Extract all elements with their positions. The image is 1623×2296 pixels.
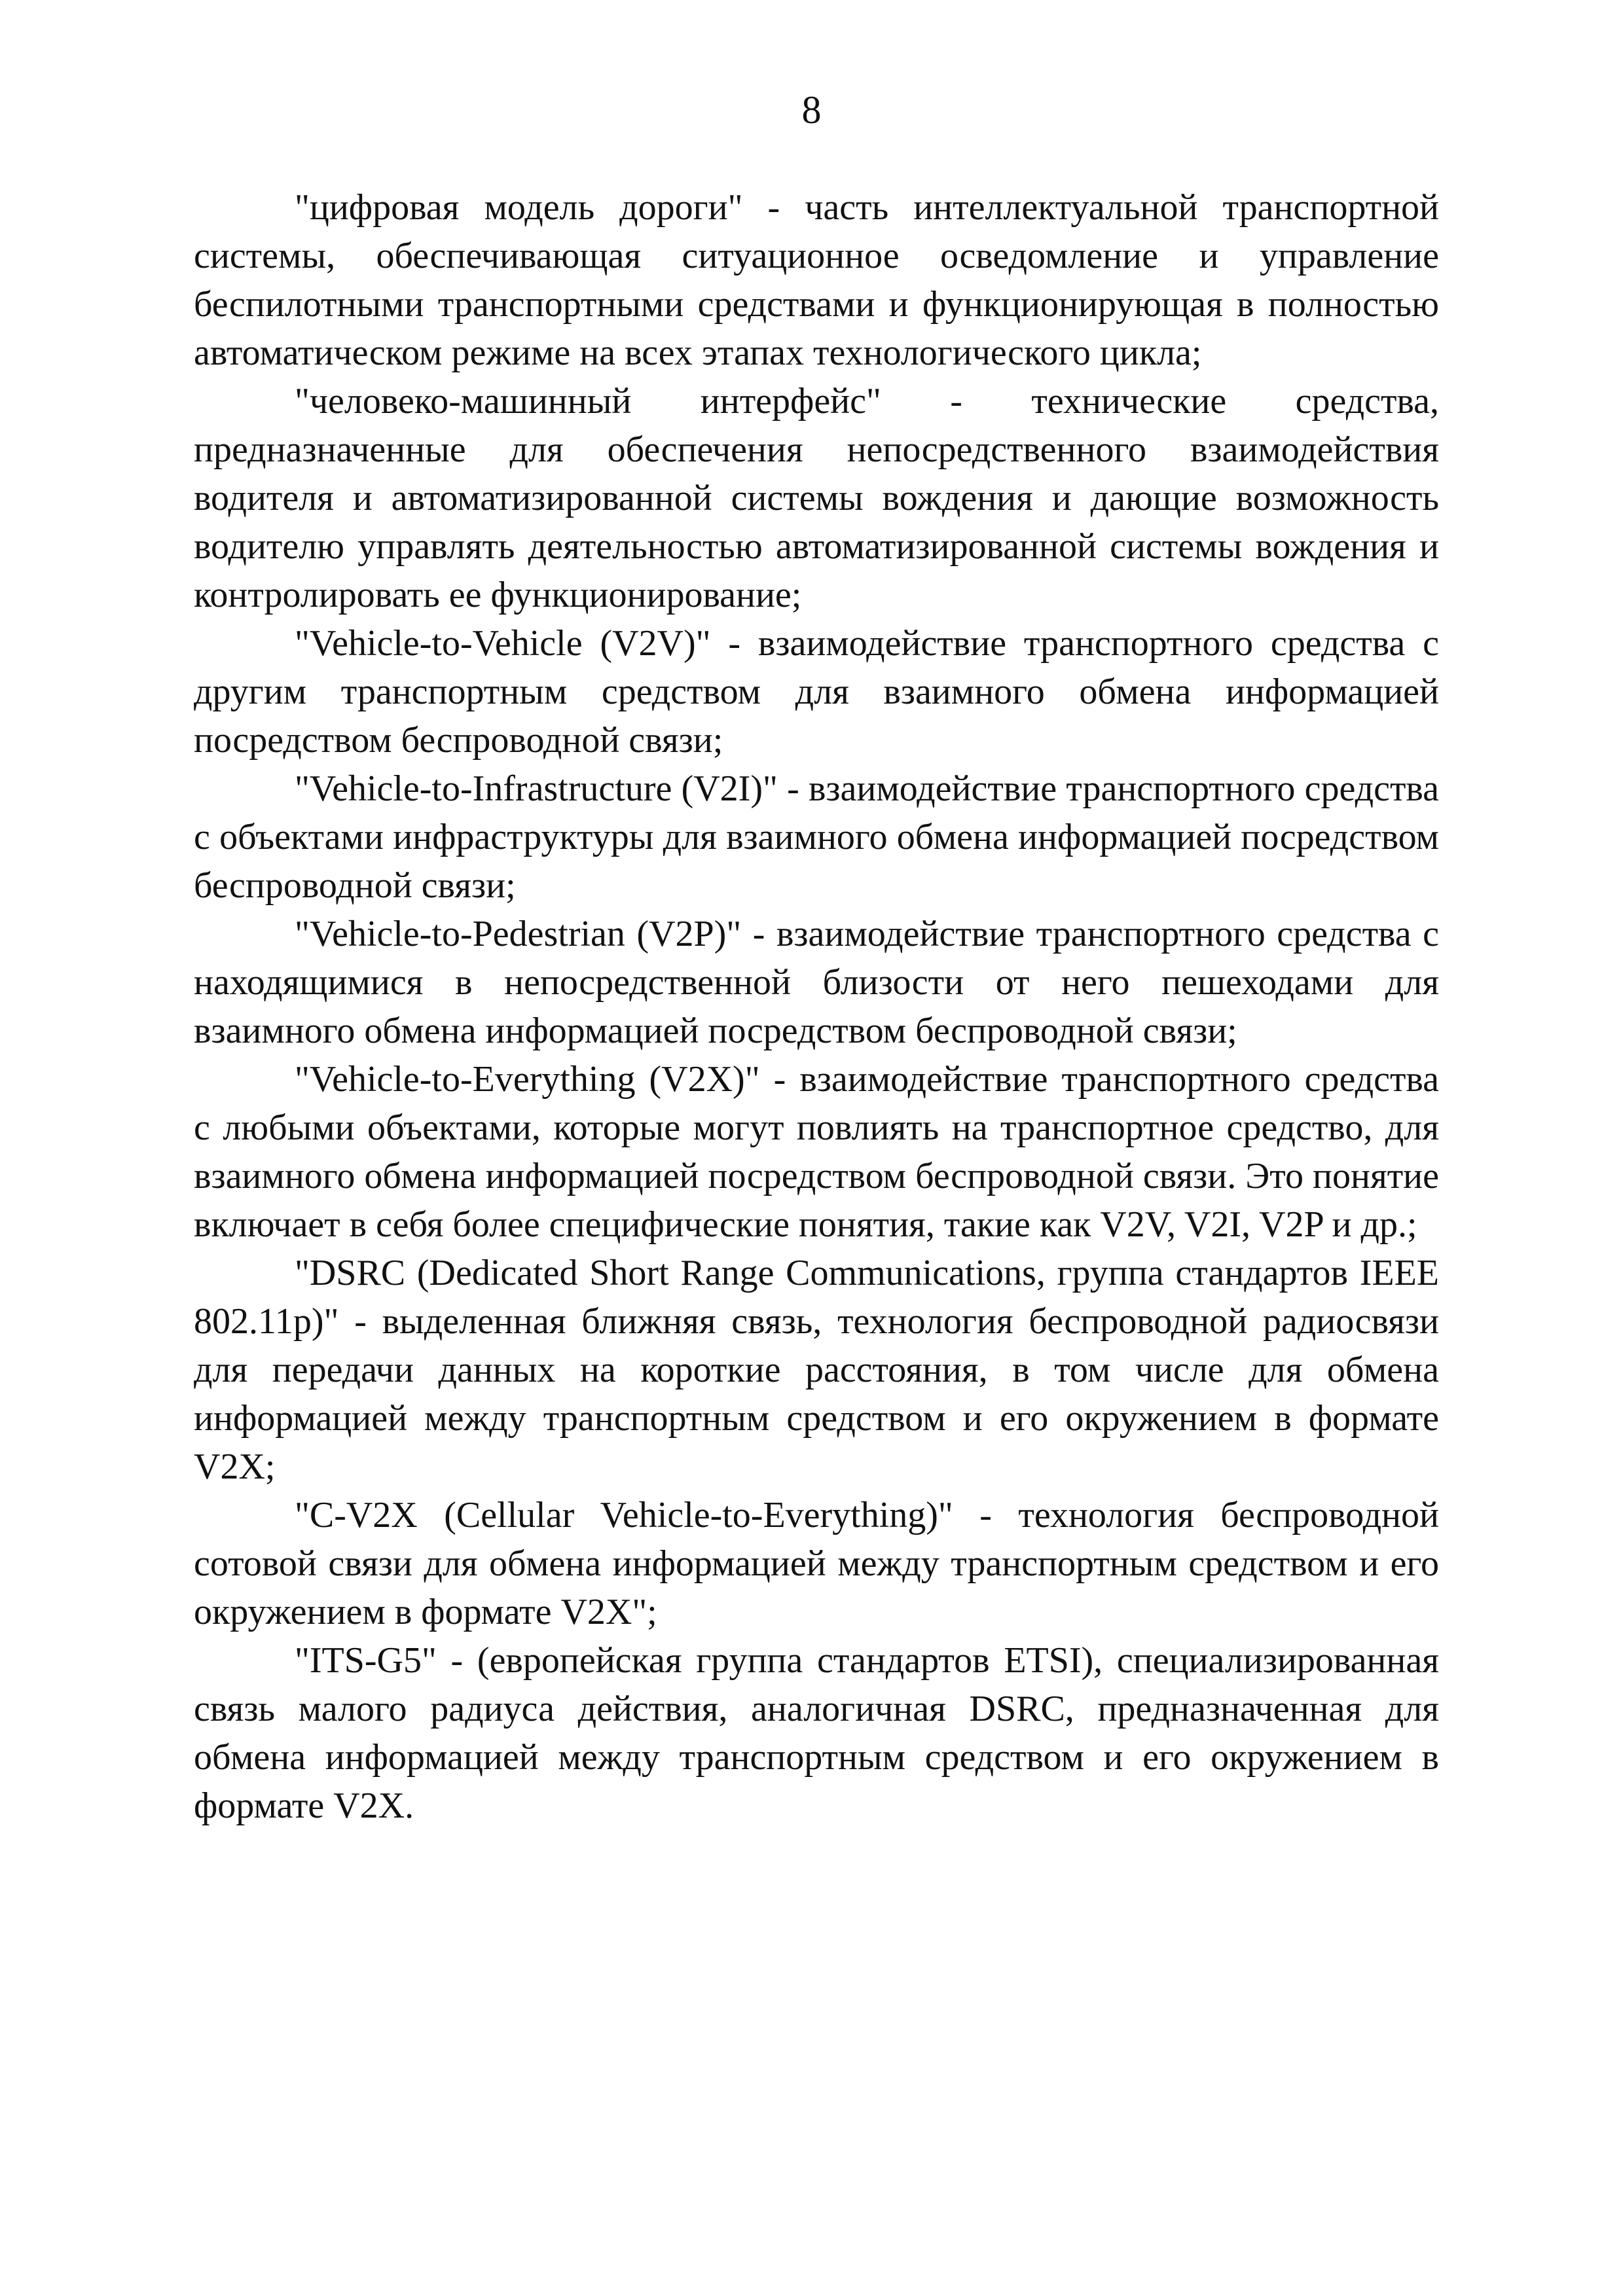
definition-text: выделенная ближняя связь, технология беспроводной радиосвязи для передачи данных на короткие расстояния, в том числе для обмена информацией между транспортным средством и его окружением в формате V2X; — [194, 1301, 1439, 1487]
definition-paragraph-v2p: "Vehicle-to-Pedestrian (V2P)" - взаимодействие транспортного средства с находящимися в непосредственной близости от него пешеходами для взаимного обмена информацией посредством беспроводной связи; — [194, 914, 1439, 1051]
definition-text: технология беспроводной сотовой связи для обмена информацией между транспортным средством и его окружением в формате V2X"; — [194, 1495, 1439, 1632]
definition-term: "DSRC (Dedicated Short Range Communications, группа стандартов IEEE 802.11p)" — [194, 1253, 1439, 1342]
definition-paragraph-v2v: "Vehicle-to-Vehicle (V2V)" - взаимодействие транспортного средства с другим транспортным средством для взаимного обмена информацией посредством беспроводной связи; — [194, 623, 1439, 761]
definition-text: взаимодействие транспортного средства с другим транспортным средством для взаимного обмена информацией посредством беспроводной связи; — [194, 623, 1439, 761]
definition-term: "Vehicle-to-Pedestrian (V2P)" — [295, 914, 742, 954]
definition-paragraph-its-g5: "ITS-G5" - (европейская группа стандартов ETSI), специализированная связь малого радиуса действия, аналогичная DSRC, предназначенная для обмена информацией между транспортным средством и его окружением в формате V2X. — [194, 1640, 1439, 1826]
definition-text: часть интеллектуальной транспортной системы, обеспечивающая ситуационное осведомление и управление беспилотными транспортными средствами и функционирующая в полностью автоматическом режиме на всех этапах технологического цикла; — [194, 187, 1440, 373]
definition-term: "ITS-G5" — [295, 1640, 437, 1681]
definition-paragraph-c-v2x: "C-V2X (Cellular Vehicle-to-Everything)" - технология беспроводной сотовой связи для обмена информацией между транспортным средством и его окружением в формате V2X"; — [194, 1495, 1439, 1632]
definition-term: "человеко-машинный интерфейс" — [295, 381, 881, 422]
definition-text: технические средства, предназначенные для обеспечения непосредственного взаимодействия водителя и автоматизированной системы вождения и дающие возможность водителю управлять деятельностью автоматизированной системы вождения и контролировать ее функционирование; — [194, 381, 1439, 615]
definition-term: "Vehicle-to-Everything (V2X)" — [295, 1059, 760, 1100]
definition-paragraph-v2i: "Vehicle-to-Infrastructure (V2I)" - взаимодействие транспортного средства с объектами инфраструктуры для взаимного обмена информацией посредством беспроводной связи; — [194, 768, 1439, 906]
definition-paragraph-dsrc: "DSRC (Dedicated Short Range Communications, группа стандартов IEEE 802.11p)" - выделенная ближняя связь, технология беспроводной радиосвязи для передачи данных на короткие расстояния, в том числе для обмена информацией между транспортным средством и его окружением в формате V2X; — [194, 1253, 1439, 1487]
definitions-body — [194, 183, 1439, 1830]
definition-term: "C-V2X (Cellular Vehicle-to-Everything)" — [295, 1495, 953, 1535]
definition-text: взаимодействие транспортного средства с объектами инфраструктуры для взаимного обмена информацией посредством беспроводной связи; — [194, 768, 1439, 906]
definition-paragraph-v2x: "Vehicle-to-Everything (V2X)" - взаимодействие транспортного средства с любыми объектами, которые могут повлиять на транспортное средство, для взаимного обмена информацией посредством беспроводной связи. Это понятие включает в себя более специфические понятия, такие как V2V, V2I, V2P и др.; — [194, 1059, 1439, 1245]
definition-paragraph-digital-road-model: "цифровая модель дороги" - часть интеллектуальной транспортной системы, обеспечивающая ситуационное осведомление и управление беспилотными транспортными средствами и функционирующая в полностью автоматическом режиме на всех этапах технологического цикла; — [194, 187, 1440, 373]
definition-term: "Vehicle-to-Vehicle (V2V)" — [295, 623, 711, 664]
definition-text: взаимодействие транспортного средства с любыми объектами, которые могут повлиять на транспортное средство, для взаимного обмена информацией посредством беспроводной связи. Это понятие включает в себя более специфические понятия, такие как V2V, V2I, V2P и др.; — [194, 1059, 1439, 1245]
page-number: 8 — [801, 88, 822, 132]
definition-term: "Vehicle-to-Infrastructure (V2I)" — [295, 768, 778, 809]
definition-term: "цифровая модель дороги" — [295, 187, 743, 228]
definition-text: взаимодействие транспортного средства с находящимися в непосредственной близости от него пешеходами для взаимного обмена информацией посредством беспроводной связи; — [194, 914, 1439, 1051]
definition-paragraph-hmi: "человеко-машинный интерфейс" - технические средства, предназначенные для обеспечения непосредственного взаимодействия водителя и автоматизированной системы вождения и дающие возможность водителю управлять деятельностью автоматизированной системы вождения и контролировать ее функционирование; — [194, 381, 1439, 615]
definition-text: (европейская группа стандартов ETSI), специализированная связь малого радиуса действия, аналогичная DSRC, предназначенная для обмена информацией между транспортным средством и его окружением в формате V2X. — [194, 1640, 1439, 1826]
